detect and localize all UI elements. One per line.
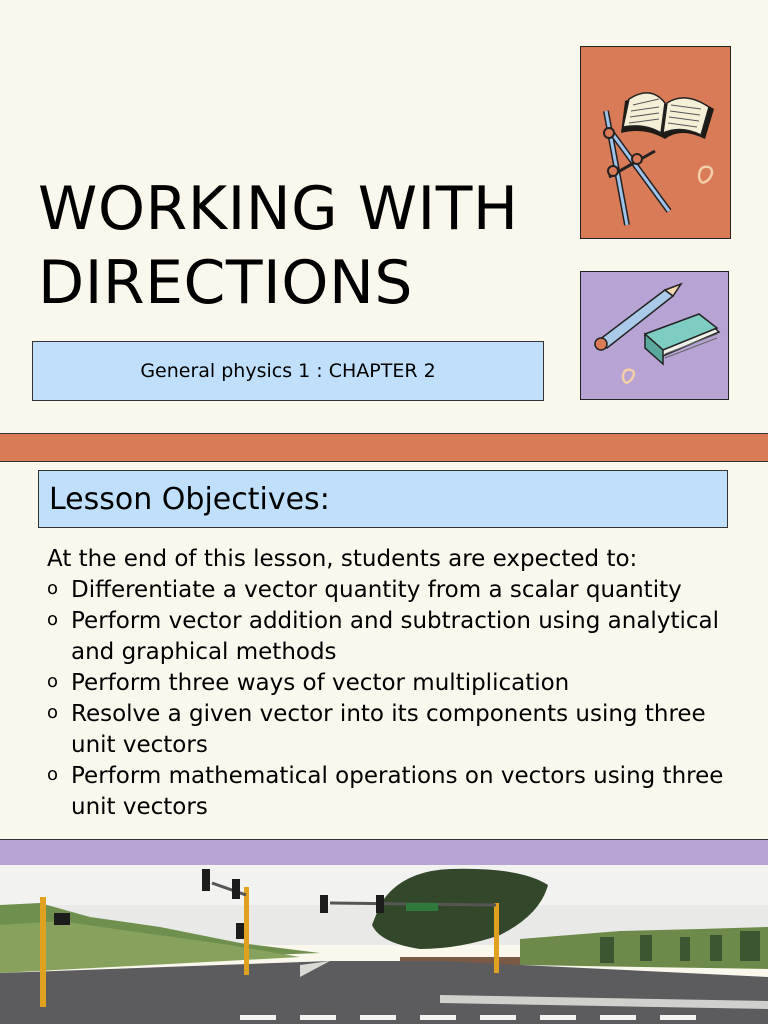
objectives-heading: Lesson Objectives: [49,481,330,517]
pencil-book-illustration [581,272,728,399]
title-line-2: DIRECTIONS [38,248,413,318]
closed-book-icon [645,314,719,364]
subtitle-text: General physics 1 : CHAPTER 2 [140,360,436,382]
list-item: o Perform three ways of vector multiplication [47,670,570,696]
bullet-icon: o [47,609,59,630]
swirl-decoration [623,370,634,383]
list-item: o Perform mathematical operations on vectors using three unit vectors [47,763,724,820]
orange-divider-band [0,433,768,462]
objectives-intro: At the end of this lesson, students are expected to: [47,546,638,572]
bullet-icon: o [47,578,59,599]
subtitle-box [32,341,544,401]
title-line-1: WORKING WITH [38,174,519,244]
book-compass-illustration [581,47,730,238]
bullet-icon: o [47,671,59,692]
road-intersection-image [0,865,768,1024]
swirl-decoration [699,167,712,183]
list-item: o Resolve a given vector into its components using three unit vectors [47,701,706,758]
objectives-heading-box [38,470,728,528]
slide-title [38,172,568,320]
open-book-icon [621,93,714,139]
list-item: o Differentiate a vector quantity from a scalar quantity [47,577,682,603]
book-compass-tile [580,46,731,239]
list-item: o Perform vector addition and subtraction using analytical and graphical methods [47,608,719,665]
bullet-icon: o [47,764,59,785]
intersection-photo [0,865,768,1024]
objectives-list [47,575,737,823]
purple-divider-band [0,839,768,866]
bullet-icon: o [47,702,59,723]
pencil-book-tile [580,271,729,400]
